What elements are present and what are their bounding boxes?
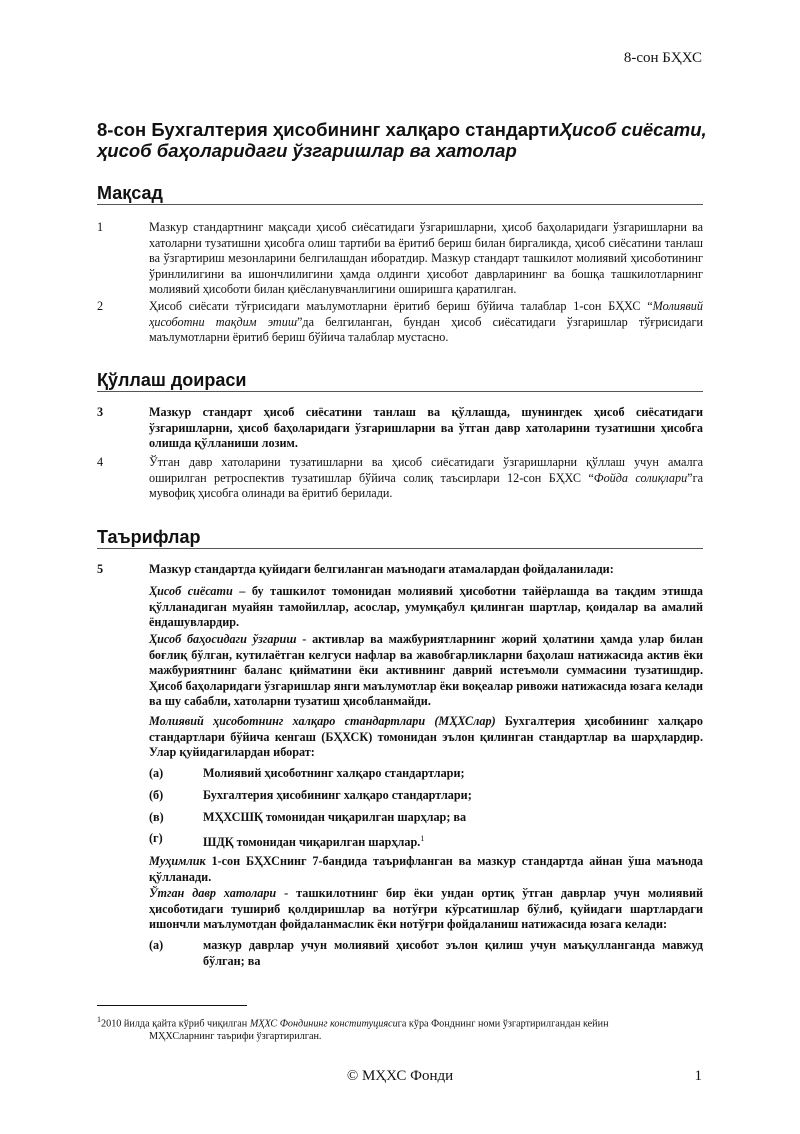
document-title xyxy=(97,119,707,161)
list-item-label: (а) xyxy=(149,766,164,780)
list-item xyxy=(149,938,703,969)
paragraph-number: 4 xyxy=(97,455,104,469)
definition-text: - активлар ва мажбуриятларнинг жорий ҳолатини ҳамда улар билан боғлиқ бўлган, кутилаётган келгуси нафлар ва жавобгарликларни баҳолаш натижасида актив ёки мажбуриятнинг баланс қийматини ёки активнинг даврий истеъмоли суммасини тузатишдир. Ҳисоб баҳоларидаги ўзгаришлар янги маълумотлар ёки воқеалар ривожи натижасида юзага келади ва шу сабабли, хатоларни тузатиш ҳисобланмайди. xyxy=(149,632,703,709)
paragraph-text: Мазкур стандартда қуйидаги белгиланган маънодаги атамалардан фойдаланилади: xyxy=(149,562,614,576)
paragraph-number: 2 xyxy=(97,299,104,313)
text-run: ”га мувофиқ ҳисобга олинади ва ёритиб берилади. xyxy=(149,470,703,501)
paragraph-text xyxy=(149,299,703,346)
definition-text: – бу ташкилот томонидан молиявий ҳисоботни тайёрлашда ва тақдим этишда қўлланадиган муайян тамойиллар, асослар, умумқабул қилинган шартлар, қоидалар ва амалий ёндашувлардир. xyxy=(149,584,703,630)
list-item-label: (г) xyxy=(149,831,163,845)
paragraph-number: 3 xyxy=(97,405,104,419)
paragraph-text: Мазкур стандарт ҳисоб сиёсатини танлаш ва қўллашда, шунингдек ҳисоб сиёсатидаги ўзгаришларни, ҳисоб баҳоларидаги ўзгаришларни ва ўтган давр хатоларини тузатишни ҳисобга олишда қўлланиши лозим. xyxy=(149,405,703,451)
definition-term: Ўтган давр хатолари xyxy=(149,886,277,900)
text-run: ШДҚ томонидан чиқарилган шарҳлар. xyxy=(203,835,421,850)
list-item xyxy=(149,831,703,851)
definition-term: Ҳисоб сиёсати xyxy=(149,584,233,598)
title-main: 8-сон Бухгалтерия ҳисобининг халқаро стандарти xyxy=(97,119,560,140)
list-item-text: Молиявий ҳисоботнинг халқаро стандартлари; xyxy=(203,766,465,780)
text-italic-run: Фойда солиқлари xyxy=(593,470,688,485)
definition-ifrs xyxy=(149,714,703,761)
list-item-label: (в) xyxy=(149,810,164,824)
list-item xyxy=(149,766,703,782)
section-heading-purpose: Мақсад xyxy=(97,183,703,205)
section-heading-scope: Қўллаш доираси xyxy=(97,370,703,392)
text-run: Ҳисоб сиёсати тўғрисидаги маълумотларни ёритиб бериш бўйича талаблар 1-сон БҲХС “ xyxy=(149,299,653,313)
footnote-mark: 1 xyxy=(97,1015,101,1024)
footnote-reference[interactable]: 1 xyxy=(420,834,425,843)
paragraph-number: 1 xyxy=(97,220,104,234)
list-item-text: Бухгалтерия ҳисобининг халқаро стандартлари; xyxy=(203,788,472,802)
definition-text: 1-сон БҲХСнинг 7-бандида таърифланган ва мазкур стандартда айнан ўша маънода қўлланади. xyxy=(149,854,703,884)
definition-term: Ҳисоб баҳосидаги ўзгариш xyxy=(149,632,297,646)
paragraph-text: Мазкур стандартнинг мақсади ҳисоб сиёсатидаги ўзгаришларни, ҳисоб баҳоларидаги ўзгаришларни ва хатоларни тузатишни ҳисобга олиш тартиби ва ёритиб бериш билан биргаликда, ҳисоб сиёсатини танлаш ва ўзгартириш мезонларини белгилашдан иборатдир. Мазкур стандарт ташкилот молиявий ҳисоботининг ўринлилигини ва ишончлилигини ҳамда олдинги ҳисобот даврларининг ва бошқа ташкилотларнинг молиявий ҳисоботи билан қиёсланувчанлигини оширишга қаратилган. xyxy=(149,220,703,297)
paragraph-3 xyxy=(97,405,703,452)
section-heading-definitions: Таърифлар xyxy=(97,527,703,549)
list-item-label: (б) xyxy=(149,788,164,802)
text-italic-run: МҲХС Фондининг конституцияси xyxy=(249,1018,398,1030)
title-italic: Ҳисоб сиёсати, ҳисоб баҳоларидаги ўзгаришлар ва хатолар xyxy=(97,119,707,161)
definition-term: Молиявий ҳисоботнинг халқаро стандартлари (МҲХСлар) xyxy=(149,714,496,728)
text-run: Ўтган давр хатоларини тузатишларни ва ҳисоб сиёсатидаги ўзгаришларни қўллаш учун амалга оширилган ретроспектив тузатишлар бўйича солиқ таъсирлари 12-сон БҲХС “ xyxy=(149,455,703,485)
list-item-text: мазкур даврлар учун молиявий ҳисобот эълон қилиш учун маъқулланганда мавжуд бўлган; ва xyxy=(203,938,703,968)
footnote-line-2: МҲХСларнинг таърифи ўзгартирилган. xyxy=(149,1031,322,1043)
text-run: ”да белгиланган, бундан ҳисоб сиёсатидаги ўзгаришлар тўғрисидаги маълумотларни ёритиб бериш бўйича талаблар мустасно. xyxy=(149,314,703,345)
definition-materiality xyxy=(149,854,703,885)
list-item-label: (а) xyxy=(149,938,164,952)
footnote xyxy=(97,1013,703,1043)
definition-accounting-policy xyxy=(149,584,703,631)
paragraph-4 xyxy=(97,455,703,502)
list-item-text: МҲХСШҚ томонидан чиқарилган шарҳлар; ва xyxy=(203,810,467,824)
page-number: 1 xyxy=(694,1068,702,1084)
text-run: га кўра Фонднинг номи ўзгартирилгандан кейин xyxy=(397,1018,609,1030)
definition-text: - ташкилотнинг бир ёки ундан ортиқ ўтган даврлар учун молиявий ҳисоботидаги тушириб қолдиришлар ва нотўғри кўрсатишлар бўлиб, қуйидаги шартлардаги ишончли маълумотдан фойдаланмаслик ёки нотўғри фойдаланиш натижасида юзага келади: xyxy=(149,886,703,932)
list-item xyxy=(149,788,703,804)
text-italic-run: Молиявий ҳисоботни тақдим этиш xyxy=(149,299,703,329)
footnote-separator xyxy=(97,1005,247,1006)
definition-term: Муҳимлик xyxy=(149,854,206,868)
definition-text: Бухгалтерия ҳисобининг халқаро стандартлари бўйича кенгаш (БҲХСК) томонидан эълон қилинган стандартлар ва шарҳлардир. Улар қуйидагилардан иборат: xyxy=(149,714,703,760)
header-standard-tag: 8-сон БҲХС xyxy=(623,50,702,66)
paragraph-1 xyxy=(97,220,703,298)
list-item xyxy=(149,810,703,826)
paragraph-number: 5 xyxy=(97,562,104,576)
text-run: 2010 йилда қайта кўриб чиқилган xyxy=(101,1018,250,1030)
paragraph-5 xyxy=(97,562,703,578)
paragraph-2 xyxy=(97,299,703,346)
definition-change-in-estimate xyxy=(149,632,703,710)
definition-prior-period-errors xyxy=(149,886,703,933)
footer-copyright: © МҲХС Фонди xyxy=(346,1068,454,1084)
list-item-text xyxy=(203,831,703,851)
paragraph-text xyxy=(149,455,703,502)
